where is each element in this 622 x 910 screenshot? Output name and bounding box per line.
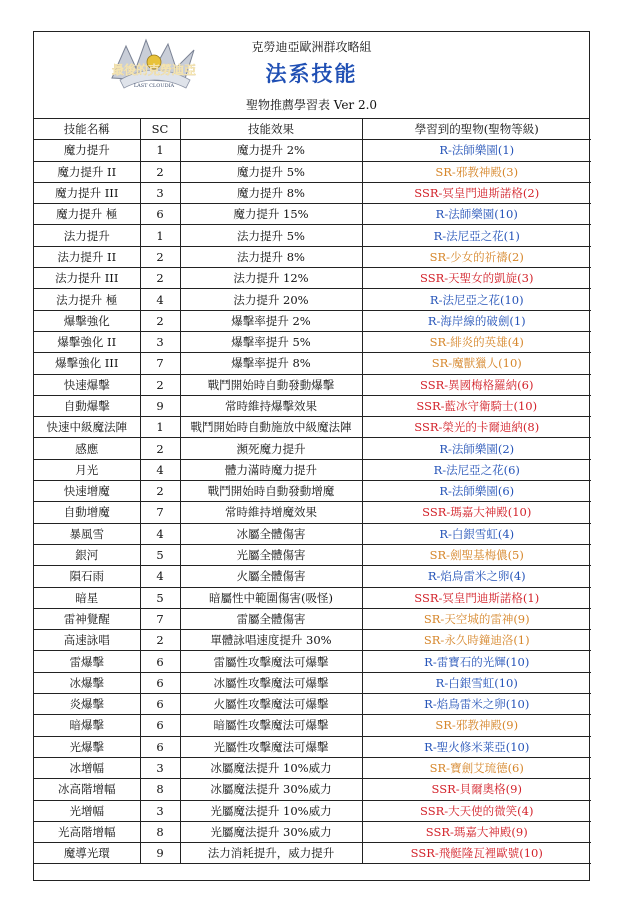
sc-cell: 2 [140,374,180,395]
relic-cell: SR-邪教神殿(9) [362,715,591,736]
sc-cell: 3 [140,757,180,778]
effect-cell: 法力提升 5% [180,225,362,246]
effect-cell: 法力提升 12% [180,268,362,289]
relic-cell: SR-邪教神殿(3) [362,161,591,182]
column-header-effect: 技能效果 [180,119,362,140]
sc-cell: 6 [140,736,180,757]
relic-cell: R-法尼亞之花(6) [362,459,591,480]
sc-cell: 2 [140,310,180,331]
skill-name-cell: 光高階增幅 [34,821,140,842]
table-row [34,459,591,480]
effect-cell: 爆擊率提升 8% [180,353,362,374]
column-header-sc: SC [140,119,180,140]
table-row [34,204,591,225]
sc-cell: 4 [140,566,180,587]
table-row [34,374,591,395]
sc-cell: 8 [140,779,180,800]
relic-cell: SR-緋炎的英雄(4) [362,331,591,352]
skill-table-body [34,140,591,864]
column-header-skill-name: 技能名稱 [34,119,140,140]
relic-cell: SR-魔獸獵人(10) [362,353,591,374]
effect-cell: 火屬全體傷害 [180,566,362,587]
skill-name-cell: 法力提升 [34,225,140,246]
table-row [34,353,591,374]
sc-cell: 5 [140,587,180,608]
skill-name-cell: 雷爆擊 [34,651,140,672]
logo-subtitle: LAST CLOUDIA [133,83,175,89]
sc-cell: 6 [140,694,180,715]
skill-name-cell: 光爆擊 [34,736,140,757]
effect-cell: 光屬性攻擊魔法可爆擊 [180,736,362,757]
sc-cell: 6 [140,672,180,693]
table-row [34,246,591,267]
effect-cell: 魔力提升 15% [180,204,362,225]
skill-name-cell: 魔力提升 III [34,182,140,203]
relic-cell: R-白銀雪虹(10) [362,672,591,693]
sc-cell: 6 [140,715,180,736]
effect-cell: 法力提升 20% [180,289,362,310]
table-row [34,715,591,736]
skill-name-cell: 自動增魔 [34,502,140,523]
skill-name-cell: 魔力提升 [34,140,140,161]
table-row [34,736,591,757]
sheet-header [34,32,589,119]
sc-cell: 1 [140,417,180,438]
relic-cell: SR-天空城的雷神(9) [362,608,591,629]
sc-cell: 8 [140,821,180,842]
relic-cell: R-法尼亞之花(10) [362,289,591,310]
table-row [34,225,591,246]
skill-name-cell: 感應 [34,438,140,459]
relic-cell: R-海岸線的破劍(1) [362,310,591,331]
relic-cell: SSR-飛艇隆瓦裡歐號(10) [362,843,591,864]
effect-cell: 爆擊率提升 2% [180,310,362,331]
effect-cell: 瀕死魔力提升 [180,438,362,459]
table-row [34,672,591,693]
relic-cell: SSR-天聖女的凱旋(3) [362,268,591,289]
sc-cell: 1 [140,140,180,161]
sc-cell: 9 [140,395,180,416]
skill-name-cell: 高速詠唱 [34,630,140,651]
sc-cell: 6 [140,204,180,225]
effect-cell: 戰鬥開始時自動發動增魔 [180,481,362,502]
sc-cell: 5 [140,544,180,565]
sc-cell: 4 [140,523,180,544]
skill-name-cell: 法力提升 極 [34,289,140,310]
effect-cell: 雷屬全體傷害 [180,608,362,629]
skill-name-cell: 冰高階增幅 [34,779,140,800]
relic-cell: SR-劍聖基梅儂(5) [362,544,591,565]
skill-name-cell: 快速中級魔法陣 [34,417,140,438]
sc-cell: 2 [140,481,180,502]
skill-name-cell: 光增幅 [34,800,140,821]
page-subtitle: 聖物推薦學習表 Ver 2.0 [245,98,378,112]
effect-cell: 光屬全體傷害 [180,544,362,565]
effect-cell: 常時維持爆擊效果 [180,395,362,416]
table-row [34,523,591,544]
relic-cell: SSR-冥皇門迪斯諾格(2) [362,182,591,203]
sc-cell: 2 [140,268,180,289]
sc-cell: 2 [140,246,180,267]
effect-cell: 冰屬性攻擊魔法可爆擊 [180,672,362,693]
skill-name-cell: 暗星 [34,587,140,608]
effect-cell: 爆擊率提升 5% [180,331,362,352]
sc-cell: 7 [140,608,180,629]
skill-name-cell: 快速爆擊 [34,374,140,395]
relic-cell: R-法師樂園(1) [362,140,591,161]
skill-name-cell: 魔力提升 極 [34,204,140,225]
skill-name-cell: 雷神覺醒 [34,608,140,629]
relic-cell: R-焰鳥雷米之卵(4) [362,566,591,587]
effect-cell: 法力消耗提升，威力提升 [180,843,362,864]
logo-title: 最後的克勞迪亞 [111,63,197,77]
table-row [34,821,591,842]
effect-cell: 暗屬性攻擊魔法可爆擊 [180,715,362,736]
table-row [34,310,591,331]
effect-cell: 魔力提升 5% [180,161,362,182]
effect-cell: 戰鬥開始時自動施放中級魔法陣 [180,417,362,438]
table-row [34,608,591,629]
sc-cell: 2 [140,438,180,459]
table-header-row [34,119,591,140]
table-row [34,843,591,864]
effect-cell: 冰屬魔法提升 10%威力 [180,757,362,778]
relic-cell: R-白銀雪虹(4) [362,523,591,544]
table-row [34,544,591,565]
skill-name-cell: 炎爆擊 [34,694,140,715]
table-row [34,502,591,523]
relic-cell: SR-少女的祈禱(2) [362,246,591,267]
relic-cell: R-法師樂園(2) [362,438,591,459]
relic-cell: SR-寶劍艾琉德(6) [362,757,591,778]
skill-name-cell: 魔導光環 [34,843,140,864]
effect-cell: 雷屬性攻擊魔法可爆擊 [180,651,362,672]
skill-name-cell: 爆擊強化 II [34,331,140,352]
skill-table [34,119,591,864]
relic-cell: R-聖火修米莱亞(10) [362,736,591,757]
relic-cell: SSR-貝爾奧格(9) [362,779,591,800]
table-row [34,140,591,161]
table-row [34,438,591,459]
skill-name-cell: 暴風雪 [34,523,140,544]
effect-cell: 常時維持增魔效果 [180,502,362,523]
sc-cell: 7 [140,353,180,374]
relic-cell: R-雷寶石的光輝(10) [362,651,591,672]
table-row [34,587,591,608]
table-row [34,630,591,651]
table-row [34,331,591,352]
sc-cell: 3 [140,800,180,821]
table-row [34,566,591,587]
table-row [34,757,591,778]
sc-cell: 6 [140,651,180,672]
skill-name-cell: 冰增幅 [34,757,140,778]
skill-name-cell: 魔力提升 II [34,161,140,182]
skill-name-cell: 爆擊強化 [34,310,140,331]
sc-cell: 2 [140,161,180,182]
group-title: 克勞迪亞歐洲群攻略組 [251,40,372,54]
effect-cell: 光屬魔法提升 30%威力 [180,821,362,842]
skill-name-cell: 暗爆擊 [34,715,140,736]
skill-name-cell: 隕石雨 [34,566,140,587]
relic-cell: SSR-榮光的卡爾迪納(8) [362,417,591,438]
skill-name-cell: 冰爆擊 [34,672,140,693]
sc-cell: 4 [140,459,180,480]
relic-cell: R-法師樂園(6) [362,481,591,502]
effect-cell: 法力提升 8% [180,246,362,267]
table-row [34,268,591,289]
table-row [34,694,591,715]
skill-sheet [33,31,590,881]
table-row [34,651,591,672]
relic-cell: R-法師樂園(10) [362,204,591,225]
skill-name-cell: 法力提升 II [34,246,140,267]
table-row [34,395,591,416]
page-title: 法系技能 [265,61,358,86]
relic-cell: SSR-藍冰守衛騎士(10) [362,395,591,416]
effect-cell: 光屬魔法提升 10%威力 [180,800,362,821]
skill-name-cell: 自動爆擊 [34,395,140,416]
table-row [34,182,591,203]
table-row [34,161,591,182]
table-row [34,289,591,310]
relic-cell: R-焰鳥雷米之卵(10) [362,694,591,715]
sc-cell: 7 [140,502,180,523]
relic-cell: R-法尼亞之花(1) [362,225,591,246]
relic-cell: SSR-異國梅格羅納(6) [362,374,591,395]
sc-cell: 4 [140,289,180,310]
sc-cell: 3 [140,182,180,203]
table-row [34,417,591,438]
sc-cell: 3 [140,331,180,352]
relic-cell: SSR-瑪嘉大神殿(9) [362,821,591,842]
column-header-relic: 學習到的聖物(聖物等級) [362,119,591,140]
effect-cell: 冰屬全體傷害 [180,523,362,544]
table-row [34,800,591,821]
table-row [34,779,591,800]
skill-name-cell: 銀河 [34,544,140,565]
table-row [34,481,591,502]
sc-cell: 2 [140,630,180,651]
sc-cell: 1 [140,225,180,246]
relic-cell: SSR-冥皇門迪斯諾格(1) [362,587,591,608]
skill-name-cell: 月光 [34,459,140,480]
sc-cell: 9 [140,843,180,864]
skill-name-cell: 快速增魔 [34,481,140,502]
effect-cell: 單體詠唱速度提升 30% [180,630,362,651]
relic-cell: SR-永久時鐘迪洛(1) [362,630,591,651]
effect-cell: 冰屬魔法提升 30%威力 [180,779,362,800]
relic-cell: SSR-瑪嘉大神殿(10) [362,502,591,523]
effect-cell: 戰鬥開始時自動發動爆擊 [180,374,362,395]
effect-cell: 魔力提升 8% [180,182,362,203]
relic-cell: SSR-大天使的微笑(4) [362,800,591,821]
skill-name-cell: 法力提升 III [34,268,140,289]
skill-name-cell: 爆擊強化 III [34,353,140,374]
effect-cell: 體力滿時魔力提升 [180,459,362,480]
effect-cell: 暗屬性中範圍傷害(吸怪) [180,587,362,608]
effect-cell: 魔力提升 2% [180,140,362,161]
effect-cell: 火屬性攻擊魔法可爆擊 [180,694,362,715]
